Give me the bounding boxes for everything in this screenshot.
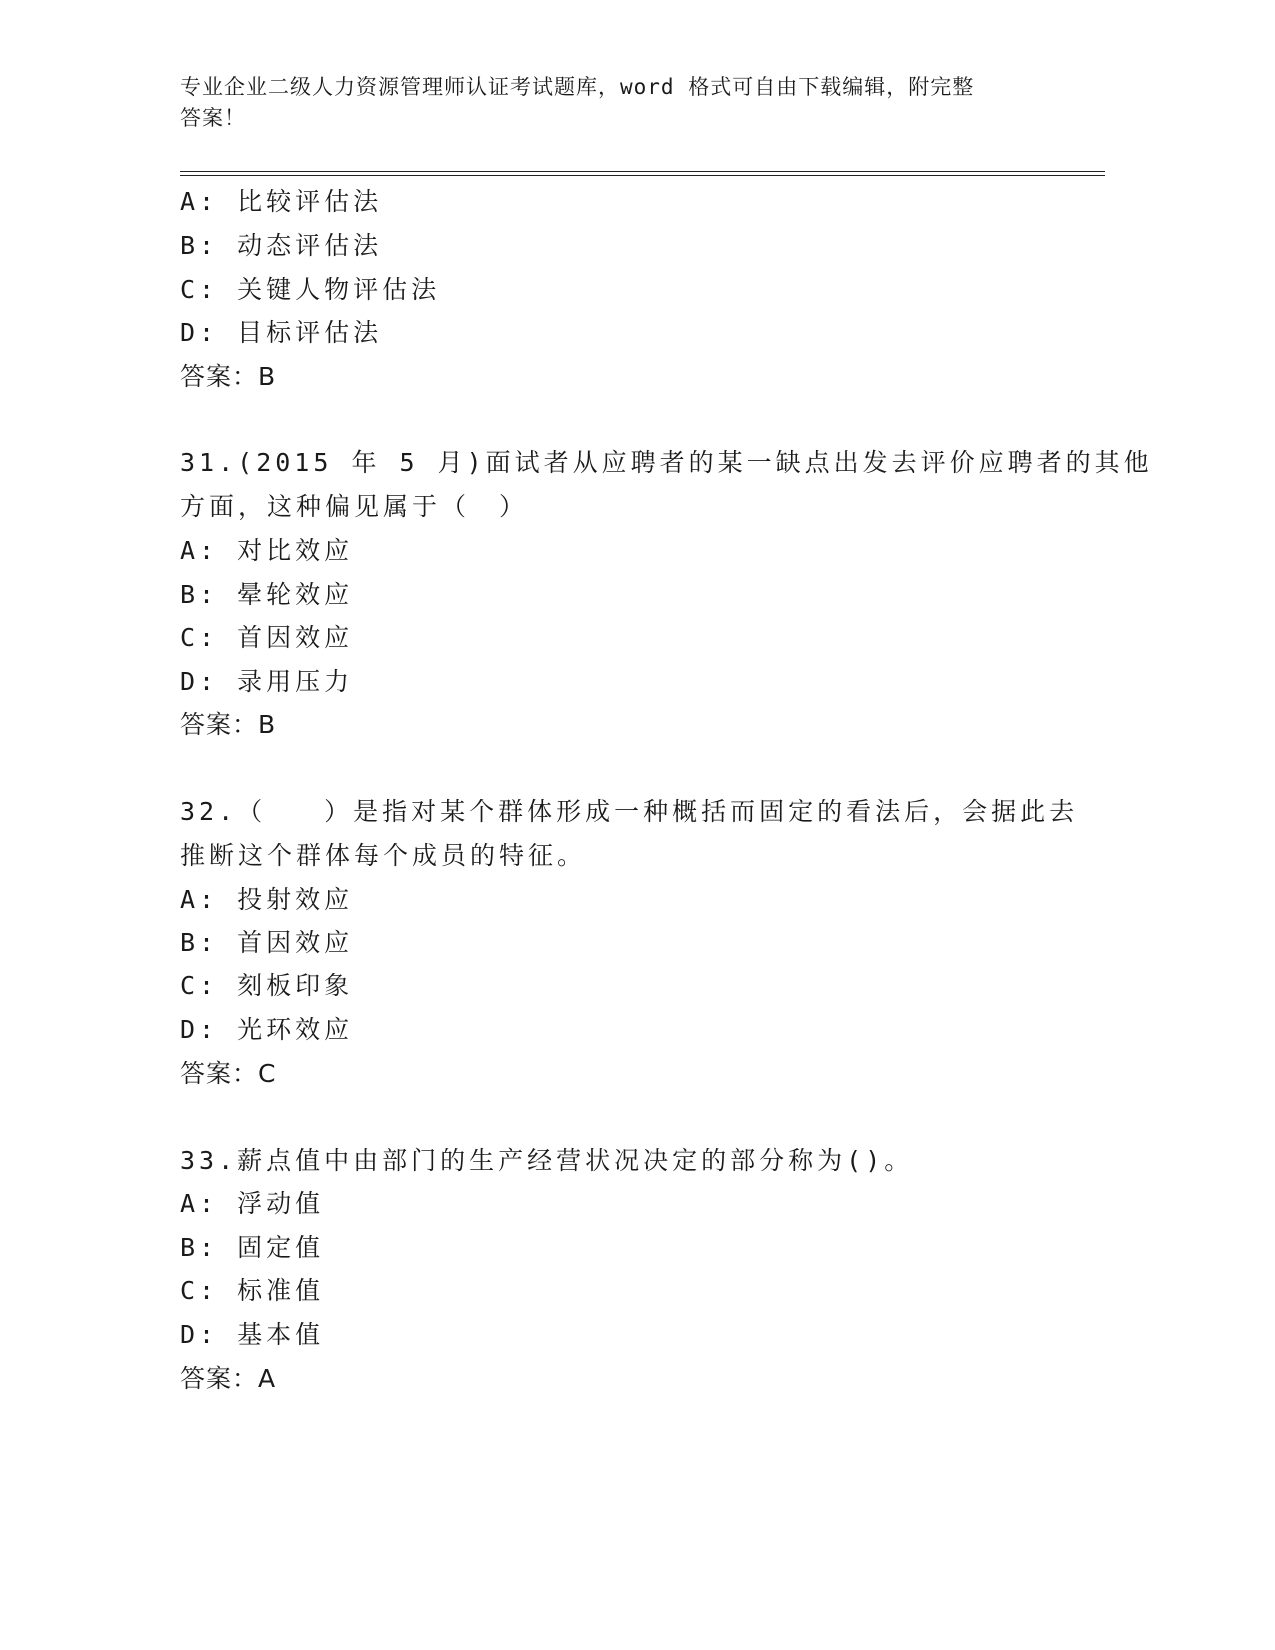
q30-option-c: C: 关键人物评估法	[180, 275, 441, 304]
document-header	[180, 72, 1080, 134]
q33-option-a: A: 浮动值	[180, 1189, 325, 1218]
q33-option-d: D: 基本值	[180, 1320, 325, 1349]
q33-answer: 答案：A	[180, 1364, 277, 1393]
q33-stem-line-1: 33.薪点值中由部门的生产经营状况决定的部分称为()。	[180, 1146, 914, 1175]
q32-stem-line-1: 32.（ ）是指对某个群体形成一种概括而固定的看法后，会据此去	[180, 797, 1079, 826]
header-line-2: 答案！	[180, 106, 246, 130]
q32-option-b: B: 首因效应	[180, 928, 354, 957]
q33-option-c: C: 标准值	[180, 1276, 325, 1305]
q32-option-a: A: 投射效应	[180, 885, 354, 914]
q31-answer: 答案：B	[180, 710, 277, 739]
document-page	[180, 0, 1153, 1650]
q31-option-d: D: 录用压力	[180, 667, 354, 696]
q32-option-d: D: 光环效应	[180, 1015, 354, 1044]
q31-stem-line-2: 方面，这种偏见属于（ ）	[180, 492, 529, 521]
q32-stem-line-2: 推断这个群体每个成员的特征。	[180, 841, 587, 870]
q30-answer: 答案：B	[180, 362, 277, 391]
q31-option-c: C: 首因效应	[180, 623, 354, 652]
q30-option-a: A: 比较评估法	[180, 187, 383, 216]
q31-stem-line-1: 31.(2015 年 5 月)面试者从应聘者的某一缺点出发去评价应聘者的其他	[180, 448, 1153, 477]
q33-option-b: B: 固定值	[180, 1233, 325, 1262]
q32-option-c: C: 刻板印象	[180, 971, 354, 1000]
q32-answer: 答案：C	[180, 1059, 277, 1088]
q31-option-b: B: 晕轮效应	[180, 580, 354, 609]
header-line-1: 专业企业二级人力资源管理师认证考试题库，word 格式可自由下载编辑，附完整	[180, 75, 975, 99]
q30-option-d: D: 目标评估法	[180, 318, 383, 347]
q31-option-a: A: 对比效应	[180, 536, 354, 565]
q30-option-b: B: 动态评估法	[180, 231, 383, 260]
header-double-rule	[180, 171, 1105, 176]
